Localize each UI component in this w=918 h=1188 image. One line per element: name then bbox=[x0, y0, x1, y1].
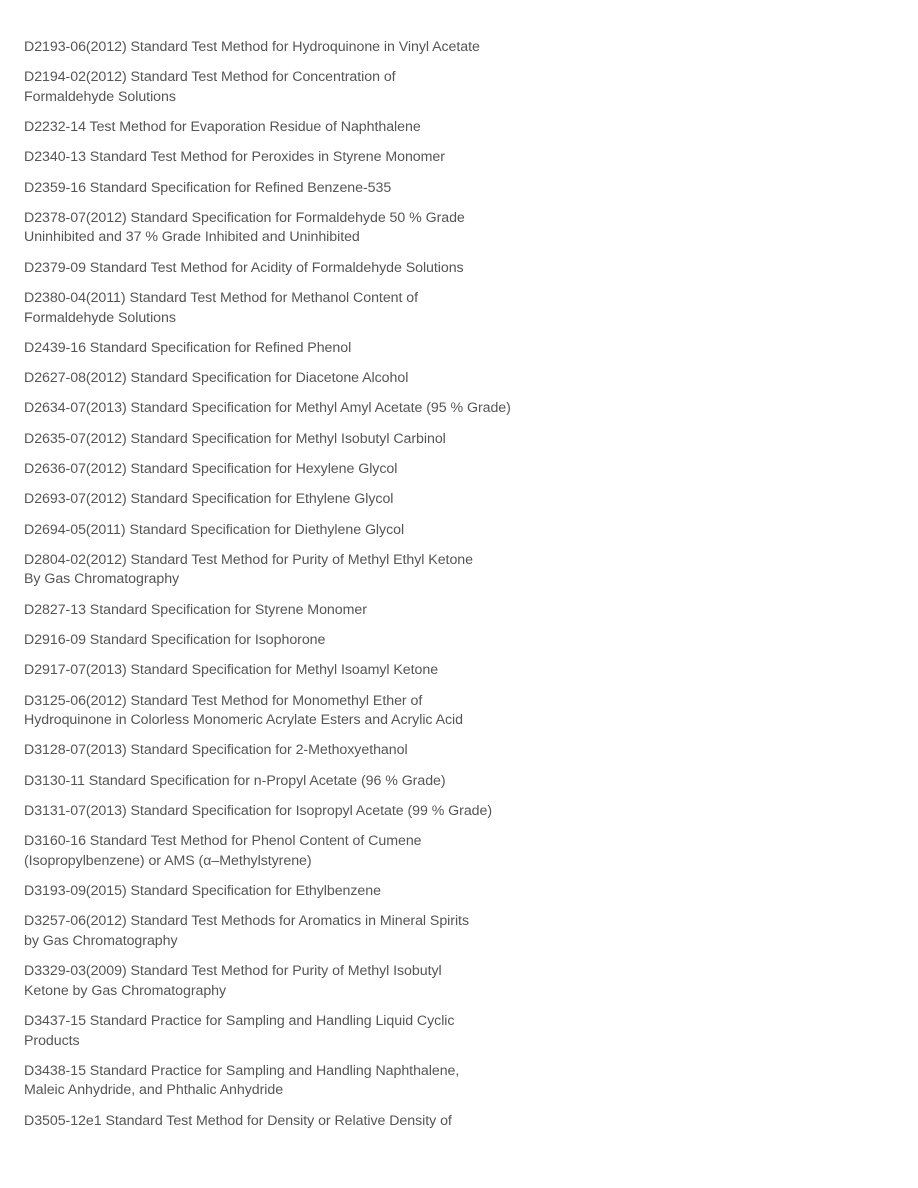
standard-entry bbox=[24, 551, 564, 590]
standard-entry bbox=[24, 1112, 564, 1132]
standard-entry bbox=[24, 179, 564, 199]
standard-entry-line: by Gas Chromatography bbox=[24, 932, 178, 949]
standard-entry-line: D2359-16 Standard Specification for Refined Benzene-535 bbox=[24, 179, 392, 196]
standard-entry bbox=[24, 772, 564, 792]
standard-entry-line: D3130-11 Standard Specification for n-Propyl Acetate (96 % Grade) bbox=[24, 772, 446, 789]
standard-entry-line: D2693-07(2012) Standard Specification for Ethylene Glycol bbox=[24, 491, 394, 508]
standard-entry-line: D2193-06(2012) Standard Test Method for Hydroquinone in Vinyl Acetate bbox=[24, 39, 480, 55]
standard-entry-line: Formaldehyde Solutions bbox=[24, 309, 176, 326]
standard-entry-line: D2340-13 Standard Test Method for Peroxides in Styrene Monomer bbox=[24, 149, 445, 166]
standard-entry-line: Hydroquinone in Colorless Monomeric Acrylate Esters and Acrylic Acid bbox=[24, 712, 463, 729]
standard-entry bbox=[24, 490, 564, 510]
standard-entry-line: D3125-06(2012) Standard Test Method for Monomethyl Ether of bbox=[24, 692, 423, 709]
standard-entry bbox=[24, 68, 564, 107]
standard-entry-line: D2804-02(2012) Standard Test Method for Purity of Methyl Ethyl Ketone bbox=[24, 551, 473, 568]
standard-entry-line: D2194-02(2012) Standard Test Method for Concentration of bbox=[24, 69, 396, 86]
standard-entry bbox=[24, 430, 564, 450]
standard-entry-line: Products bbox=[24, 1032, 80, 1049]
standard-entry-line: D2635-07(2012) Standard Specification for Methyl Isobutyl Carbinol bbox=[24, 430, 446, 447]
standard-entry-line: D3438-15 Standard Practice for Sampling and Handling Naphthalene, bbox=[24, 1062, 460, 1079]
standard-entry bbox=[24, 209, 564, 248]
standard-entry bbox=[24, 399, 564, 419]
document-page bbox=[24, 38, 564, 1142]
standard-entry bbox=[24, 962, 564, 1001]
standard-entry-line: D2694-05(2011) Standard Specification for Diethylene Glycol bbox=[24, 521, 405, 538]
standard-entry-line: D3257-06(2012) Standard Test Methods for Aromatics in Mineral Spirits bbox=[24, 913, 469, 930]
standard-entry bbox=[24, 741, 564, 761]
standard-entry bbox=[24, 339, 564, 359]
standard-entry-line: D3505-12e1 Standard Test Method for Density or Relative Density of bbox=[24, 1112, 452, 1129]
standard-entry-line: D2917-07(2013) Standard Specification for Methyl Isoamyl Ketone bbox=[24, 662, 439, 679]
standard-entry-line: D3437-15 Standard Practice for Sampling and Handling Liquid Cyclic bbox=[24, 1013, 455, 1030]
standard-entry-line: D2827-13 Standard Specification for Styrene Monomer bbox=[24, 601, 367, 618]
standard-entry-line: D2634-07(2013) Standard Specification for Methyl Amyl Acetate (95 % Grade) bbox=[24, 400, 511, 417]
standard-entry bbox=[24, 259, 564, 279]
standard-entry-line: By Gas Chromatography bbox=[24, 571, 180, 588]
standard-entry-line: D3160-16 Standard Test Method for Phenol Content of Cumene bbox=[24, 833, 422, 850]
standard-entry-line: (Isopropylbenzene) or AMS (α–Methylstyrene) bbox=[24, 852, 312, 869]
standard-entry-line: D2379-09 Standard Test Method for Acidity of Formaldehyde Solutions bbox=[24, 259, 464, 276]
standard-entry bbox=[24, 369, 564, 389]
standard-entry bbox=[24, 38, 564, 58]
standard-entry-line: Ketone by Gas Chromatography bbox=[24, 982, 227, 999]
standard-entry-line: D3128-07(2013) Standard Specification for 2-Methoxyethanol bbox=[24, 742, 408, 759]
standard-entry bbox=[24, 460, 564, 480]
standard-entry-line: D3329-03(2009) Standard Test Method for Purity of Methyl Isobutyl bbox=[24, 963, 442, 980]
standard-entry-line: D2636-07(2012) Standard Specification for Hexylene Glycol bbox=[24, 461, 398, 478]
standard-entry bbox=[24, 521, 564, 541]
standard-entry bbox=[24, 661, 564, 681]
standard-entry bbox=[24, 631, 564, 651]
standard-entry bbox=[24, 148, 564, 168]
standard-entry-line: D2916-09 Standard Specification for Isophorone bbox=[24, 632, 326, 649]
standard-entry-line: Uninhibited and 37 % Grade Inhibited and Uninhibited bbox=[24, 229, 360, 246]
standard-entry bbox=[24, 802, 564, 822]
standard-entry-line: D3193-09(2015) Standard Specification for Ethylbenzene bbox=[24, 883, 381, 900]
standard-entry bbox=[24, 832, 564, 871]
standard-entry bbox=[24, 601, 564, 621]
standard-entry bbox=[24, 1062, 564, 1101]
standard-entry-line: D2439-16 Standard Specification for Refined Phenol bbox=[24, 339, 352, 356]
standard-entry-line: Maleic Anhydride, and Phthalic Anhydride bbox=[24, 1082, 284, 1099]
standard-entry-line: D2232-14 Test Method for Evaporation Residue of Naphthalene bbox=[24, 119, 421, 136]
standard-entry-line: D3131-07(2013) Standard Specification for Isopropyl Acetate (99 % Grade) bbox=[24, 803, 493, 820]
standard-entry bbox=[24, 882, 564, 902]
standard-entry bbox=[24, 1012, 564, 1051]
standard-entry bbox=[24, 118, 564, 138]
standard-entry bbox=[24, 692, 564, 731]
standard-entry-line: D2380-04(2011) Standard Test Method for Methanol Content of bbox=[24, 290, 419, 307]
standard-entry-line: Formaldehyde Solutions bbox=[24, 88, 176, 105]
standard-entry-line: D2627-08(2012) Standard Specification for Diacetone Alcohol bbox=[24, 370, 409, 387]
standard-entry bbox=[24, 289, 564, 328]
standard-entry-line: D2378-07(2012) Standard Specification for Formaldehyde 50 % Grade bbox=[24, 209, 465, 226]
standard-entry bbox=[24, 912, 564, 951]
